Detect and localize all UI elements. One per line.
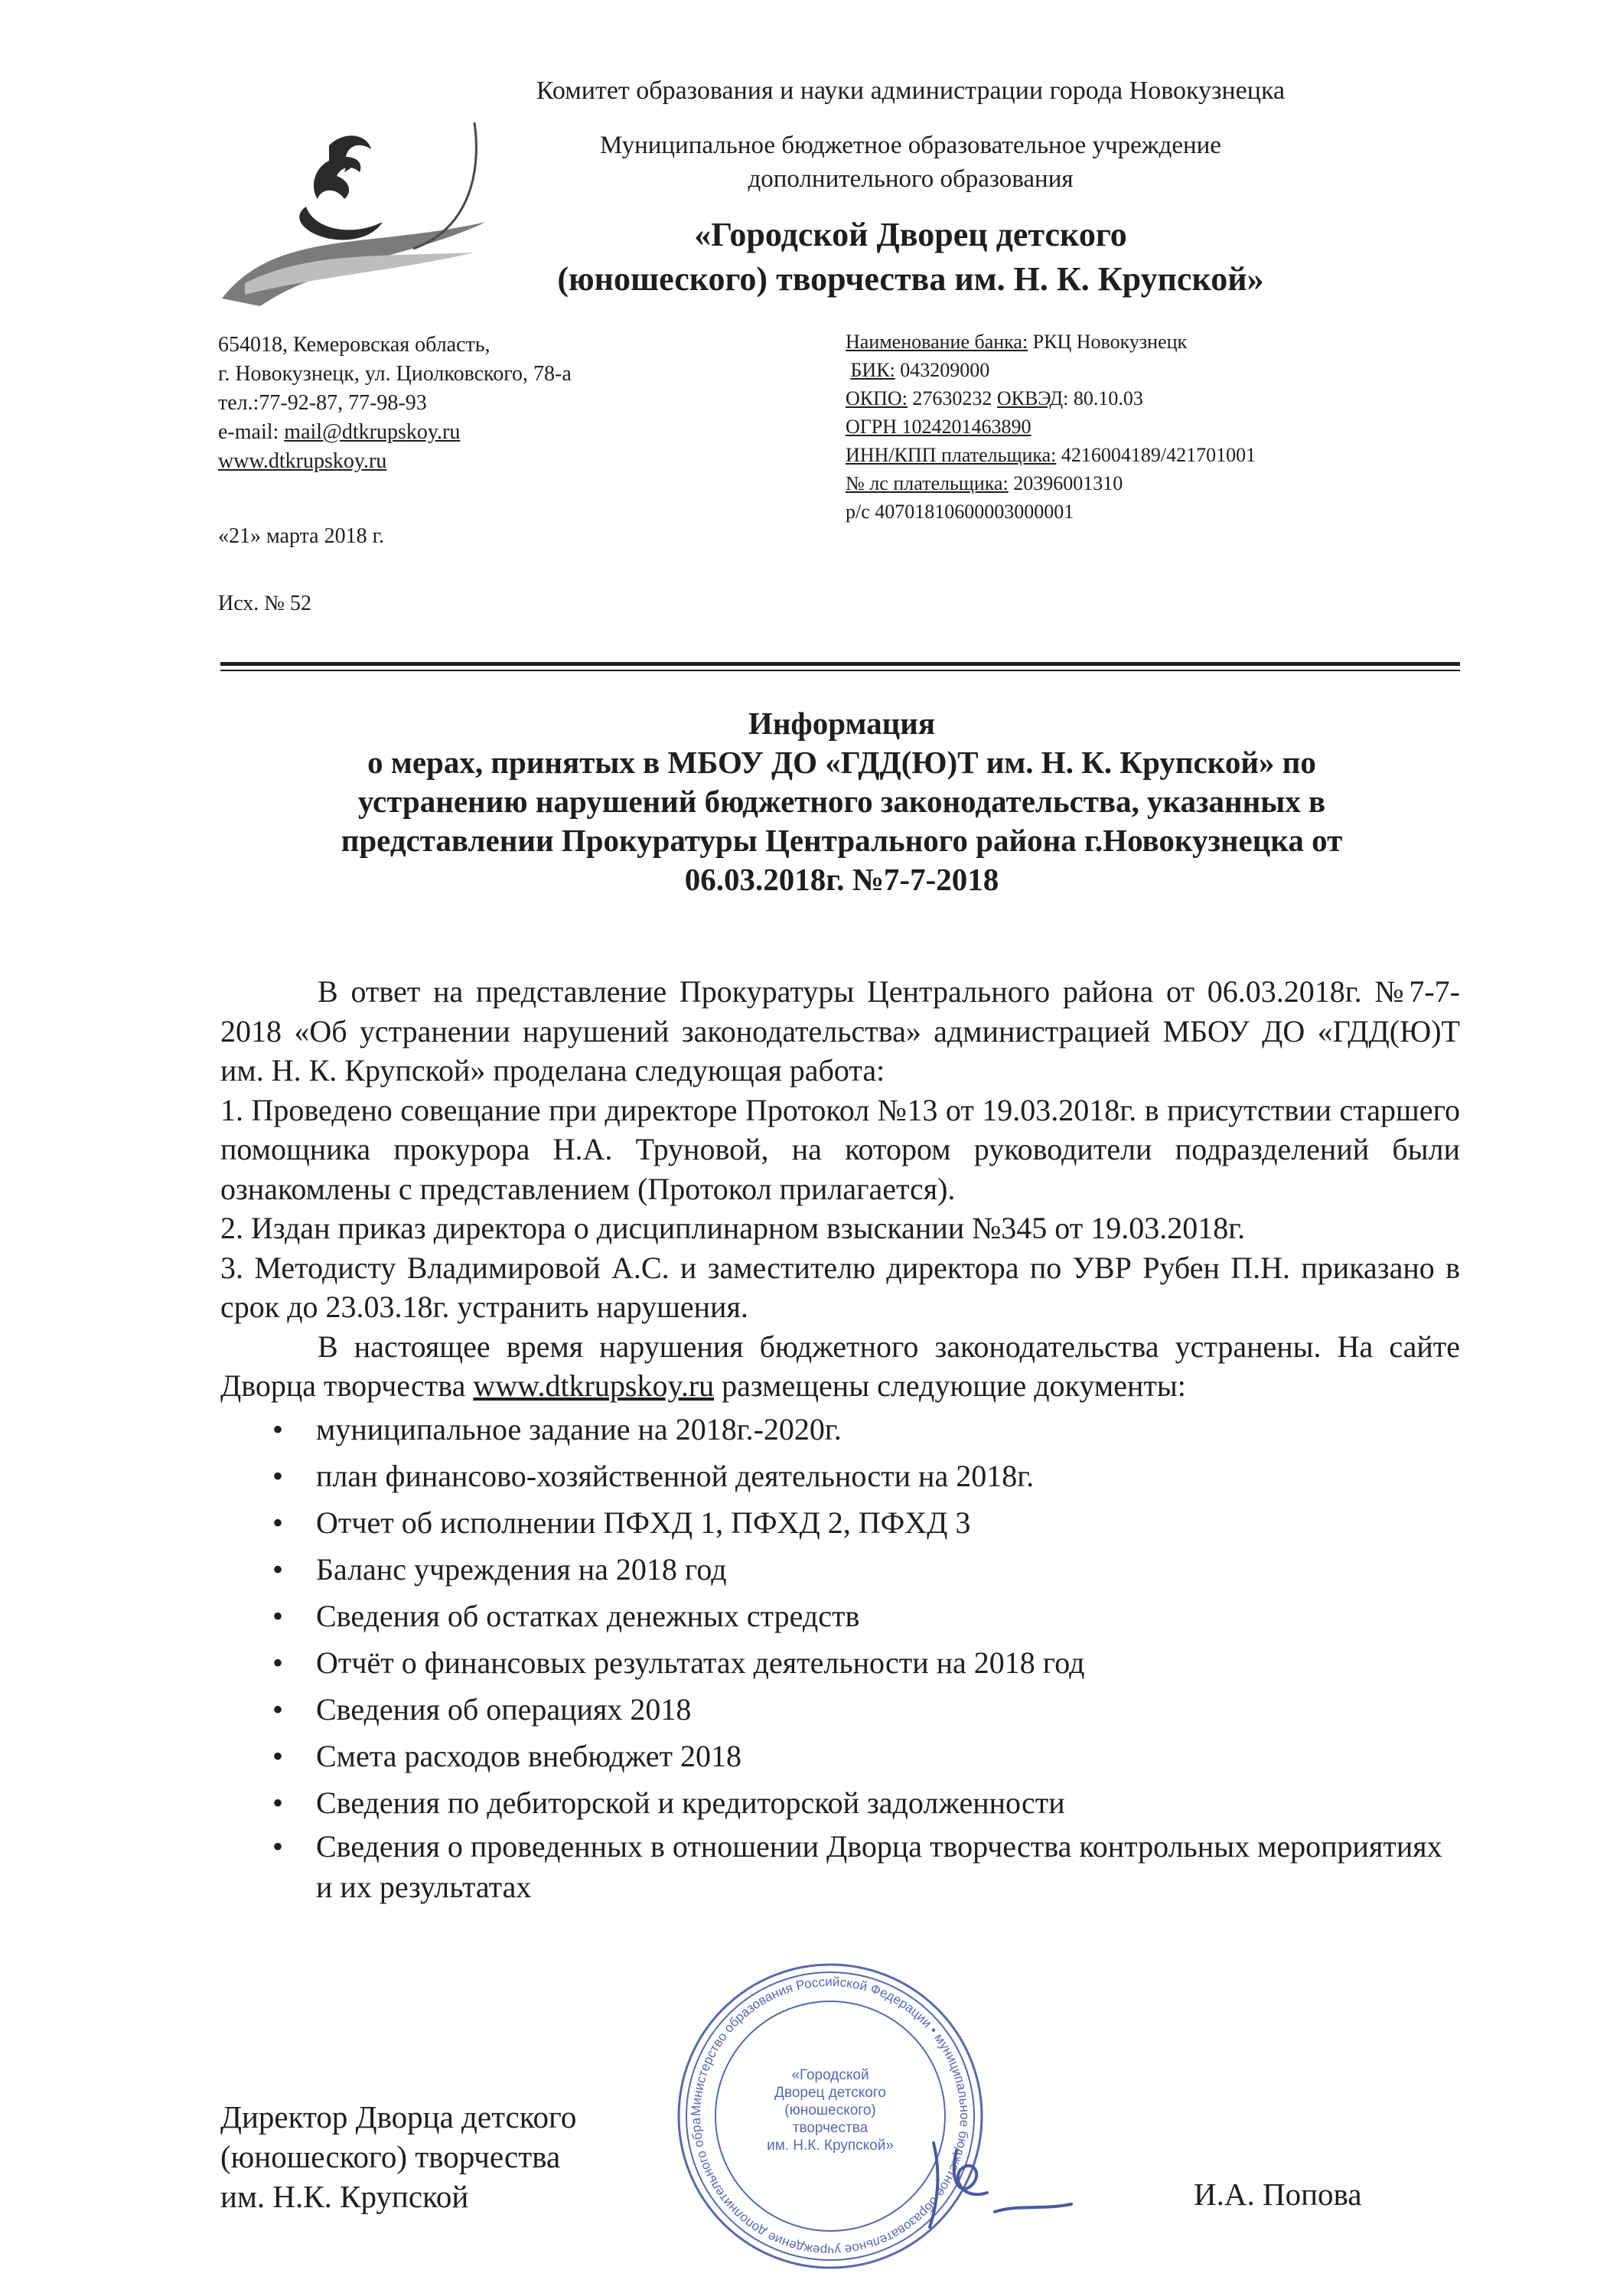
- title-line-2: о мерах, принятых в МБОУ ДО «ГДД(Ю)Т им. Н. К. Крупской» по: [367, 745, 1316, 780]
- full-name-line-1: «Городской Дворец детского: [694, 216, 1127, 253]
- email-row: [218, 418, 572, 447]
- okpo-row: [846, 384, 1256, 413]
- stamp-line-4: творчества: [792, 2120, 869, 2136]
- bank-name-label: Наименование банка:: [846, 331, 1028, 353]
- action-item-1: 1. Проведено совещание при директоре Протокол №13 от 19.03.2018г. в присутствии старшего помощника прокурора Н.А. Труновой, на котором руководители подразделений были ознакомлены с представлением (Протокол прилагается).: [220, 1092, 1460, 1206]
- action-item-3: 3. Методисту Владимировой А.С. и заместителю директора по УВР Рубен П.Н. приказано в срок до 23.03.18г. устранить нарушения.: [220, 1250, 1460, 1324]
- signatory-position: [220, 2097, 576, 2216]
- stamp-line-2: Дворец детского: [774, 2085, 886, 2101]
- bank-name-value: РКЦ Новокузнецк: [1028, 331, 1188, 353]
- website-link[interactable]: www.dtkrupskoy.ru: [218, 449, 387, 473]
- list-item: • план финансово-хозяйственной деятельности на 2018г.: [220, 1453, 1460, 1499]
- stamp-line-3: (юношеского): [784, 2102, 876, 2118]
- current-status-text: В настоящее время нарушения бюджетного законодательства устранены. На сайте Дворца творчества: [220, 1329, 1460, 1403]
- inn-value: 4216004189/421701001: [1056, 444, 1256, 466]
- action-item-2: 2. Издан приказ директора о дисциплинарном взыскании №345 от 19.03.2018г.: [220, 1211, 1246, 1245]
- handwritten-signature: [888, 2128, 1102, 2235]
- position-line-1: Директор Дворца детского: [220, 2099, 577, 2135]
- committee-name: Комитет образования и науки администрации города Новокузнецка: [536, 77, 1286, 105]
- swan-icon: [299, 135, 383, 240]
- institution-type: [429, 129, 1393, 196]
- stamp-line-5: им. Н.К. Крупской»: [767, 2138, 894, 2154]
- ls-value: 20396001310: [1008, 472, 1123, 494]
- address-line-1: 654018, Кемеровская область,: [218, 333, 490, 357]
- inn-label: ИНН/КПП плательщика:: [846, 444, 1057, 466]
- list-item: • Отчет об исполнении ПФХД 1, ПФХД 2, ПФХД 3: [220, 1499, 1460, 1546]
- okved-label: ОКВЭД: [996, 387, 1064, 409]
- header-divider-thick: [220, 662, 1460, 666]
- intro-paragraph: В ответ на представление Прокуратуры Центрального района от 06.03.2018г. №7-7-2018 «Об устранении нарушений законодательства» администрацией МБОУ ДО «ГДД(Ю)Т им. Н. К. Крупской» проделана следующая работа:: [220, 974, 1460, 1088]
- list-item: • Баланс учреждения на 2018 год: [220, 1546, 1460, 1593]
- list-item: • Сведения о проведенных в отношении Дворца творчества контрольных мероприятиях и их результатах: [220, 1826, 1460, 1907]
- position-line-3: им. Н.К. Крупской: [220, 2179, 469, 2214]
- list-item: • Смета расходов внебюджет 2018: [220, 1733, 1460, 1779]
- title-line-4: представлении Прокуратуры Центрального района г.Новокузнецка от: [341, 823, 1343, 858]
- current-status-paragraph: [220, 1327, 1460, 1406]
- list-item: • Отчёт о финансовых результатах деятельности на 2018 год: [220, 1639, 1460, 1686]
- stamp-line-1: «Городской: [791, 2067, 869, 2083]
- list-item: • Сведения об операциях 2018: [220, 1686, 1460, 1733]
- okpo-label: ОКПО:: [846, 387, 908, 409]
- stamp-center-text: [765, 2066, 895, 2154]
- address-block: [218, 331, 572, 476]
- signatory-name: И.А. Попова: [1194, 2177, 1362, 2212]
- address-line-2: г. Новокузнецк, ул. Циолковского, 78-а: [218, 362, 572, 386]
- ogrn-row: ОГРН 1024201463890: [846, 416, 1031, 438]
- bank-name-row: [846, 328, 1256, 356]
- title-line-1: Информация: [748, 706, 936, 741]
- documents-list: [220, 1406, 1460, 1907]
- ls-label: № лс плательщика:: [846, 472, 1009, 494]
- document-date: «21» марта 2018 г.: [218, 524, 384, 548]
- current-status-tail: размещены следующие документы:: [714, 1368, 1186, 1403]
- inn-row: [846, 441, 1256, 469]
- full-name-line-2: (юношеского) творчества им. Н. К. Крупской»: [557, 260, 1264, 298]
- bank-details: [846, 328, 1256, 526]
- outgoing-number: Исх. № 52: [218, 592, 311, 615]
- bik-value: 043209000: [895, 359, 990, 381]
- stamp-ring-text: Министерство образования Российской Федерации • муниципальное бюджетное образовательное учреждение дополнительного обра: [688, 1974, 973, 2258]
- bik-row: [846, 356, 1256, 384]
- email-link[interactable]: mail@dtkrupskoy.ru: [284, 420, 461, 444]
- phone: тел.:77-92-87, 77-98-93: [218, 391, 427, 415]
- list-item: • Сведения об остатках денежных стредств: [220, 1593, 1460, 1639]
- website-link-body[interactable]: www.dtkrupskoy.ru: [473, 1368, 715, 1403]
- title-line-5: 06.03.2018г. №7-7-2018: [684, 862, 999, 897]
- document-body: [220, 972, 1460, 1907]
- email-label: e-mail:: [218, 420, 285, 444]
- position-line-2: (юношеского) творчества: [220, 2139, 561, 2174]
- bik-label: БИК:: [850, 359, 895, 381]
- list-item: • Сведения по дебиторской и кредиторской задолженности: [220, 1779, 1460, 1826]
- okved-value: : 80.10.03: [1063, 387, 1143, 409]
- document-title: [230, 704, 1454, 899]
- institution-line-1: Муниципальное бюджетное образовательное учреждение: [600, 132, 1221, 159]
- title-line-3: устранению нарушений бюджетного законодательства, указанных в: [357, 784, 1326, 819]
- institution-line-2: дополнительного образования: [748, 165, 1074, 193]
- ls-row: [846, 469, 1256, 497]
- okpo-value: 27630232: [907, 387, 997, 409]
- institution-full-name: [413, 213, 1408, 302]
- list-item: • муниципальное задание на 2018г.-2020г.: [220, 1406, 1460, 1453]
- header-divider-thin: [220, 670, 1460, 671]
- rs-row: р/с 40701810600003000001: [846, 501, 1074, 523]
